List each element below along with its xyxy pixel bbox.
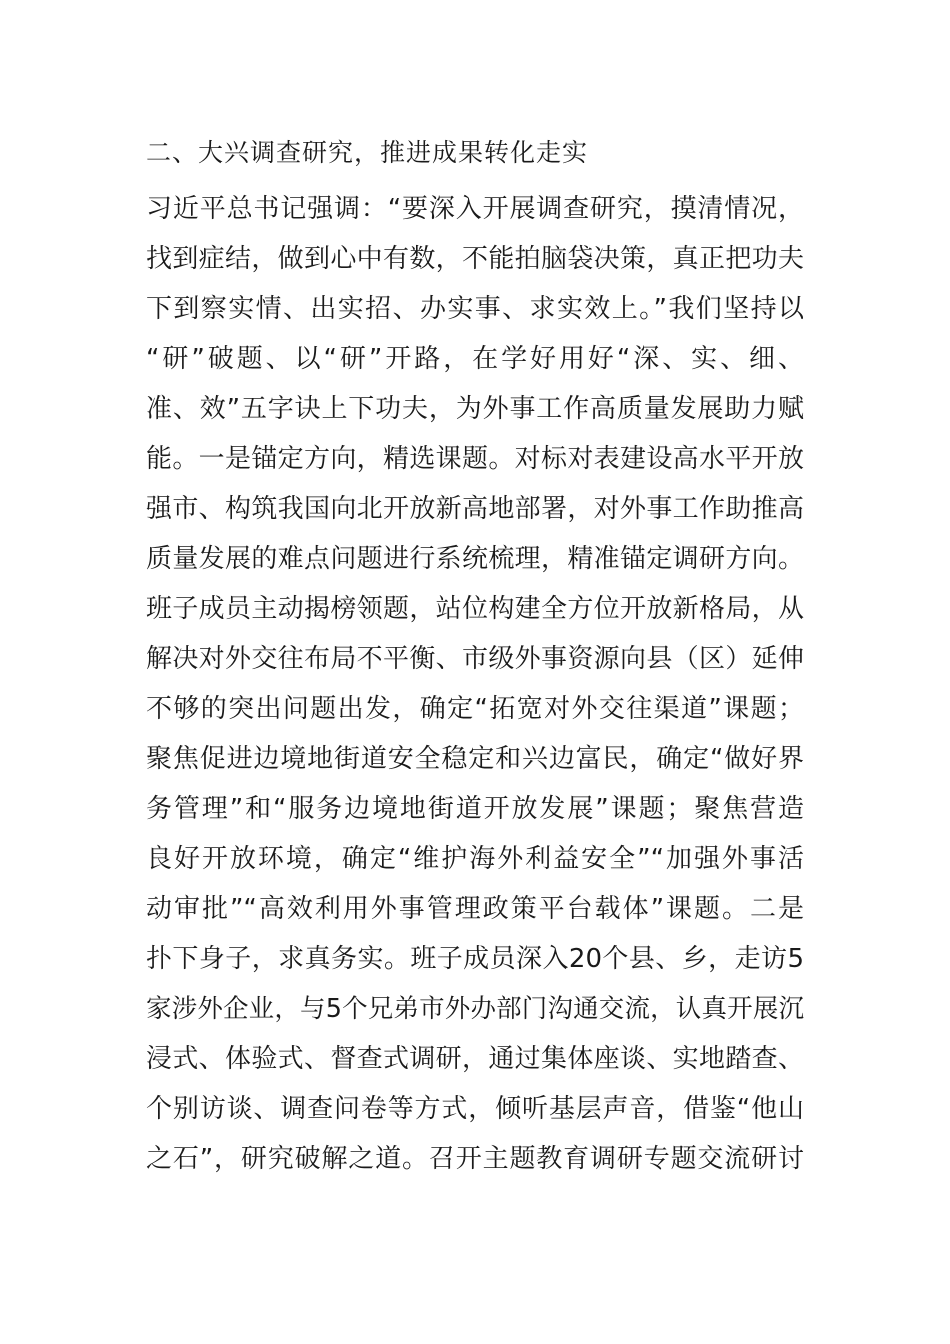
text-line: 家涉外企业，与5个兄弟市外办部门沟通交流，认真开展沉 — [146, 994, 804, 1024]
text-line: 之石”，研究破解之道。召开主题教育调研专题交流研讨 — [146, 1144, 804, 1174]
text-line: 浸式、体验式、督查式调研，通过集体座谈、实地踏查、 — [146, 1044, 804, 1074]
text-line: 动审批”“高效利用外事管理政策平台载体”课题。二是 — [146, 894, 804, 924]
text-line: 解决对外交往布局不平衡、市级外事资源向县（区）延伸 — [146, 644, 804, 674]
text-line: 务管理”和“服务边境地街道开放发展”课题；聚焦营造 — [146, 794, 804, 824]
section-heading: 二、大兴调查研究，推进成果转化走实 — [146, 138, 589, 167]
text-line: 下到察实情、出实招、办实事、求实效上。”我们坚持以 — [146, 294, 804, 324]
text-line: 准、效”五字诀上下功夫，为外事工作高质量发展助力赋 — [146, 394, 804, 424]
text-line: 扑下身子，求真务实。班子成员深入20个县、乡，走访5 — [146, 944, 804, 974]
text-line: 良好开放环境，确定“维护海外利益安全”“加强外事活 — [146, 844, 804, 874]
text-line: 不够的突出问题出发，确定“拓宽对外交往渠道”课题； — [146, 694, 804, 724]
text-line: 聚焦促进边境地街道安全稳定和兴边富民，确定“做好界 — [146, 744, 804, 774]
text-line: 习近平总书记强调：“要深入开展调查研究，摸清情况， — [146, 194, 804, 224]
text-line: 质量发展的难点问题进行系统梳理，精准锚定调研方向。 — [146, 544, 804, 574]
text-line: 强市、构筑我国向北开放新高地部署，对外事工作助推高 — [146, 494, 804, 524]
text-line: “研”破题、以“研”开路，在学好用好“深、实、细、 — [146, 344, 804, 374]
text-line: 个别访谈、调查问卷等方式，倾听基层声音，借鉴“他山 — [146, 1094, 804, 1124]
text-line: 班子成员主动揭榜领题，站位构建全方位开放新格局，从 — [146, 594, 804, 624]
text-line: 能。一是锚定方向，精选课题。对标对表建设高水平开放 — [146, 444, 804, 474]
text-line: 找到症结，做到心中有数，不能拍脑袋决策，真正把功夫 — [146, 244, 804, 274]
